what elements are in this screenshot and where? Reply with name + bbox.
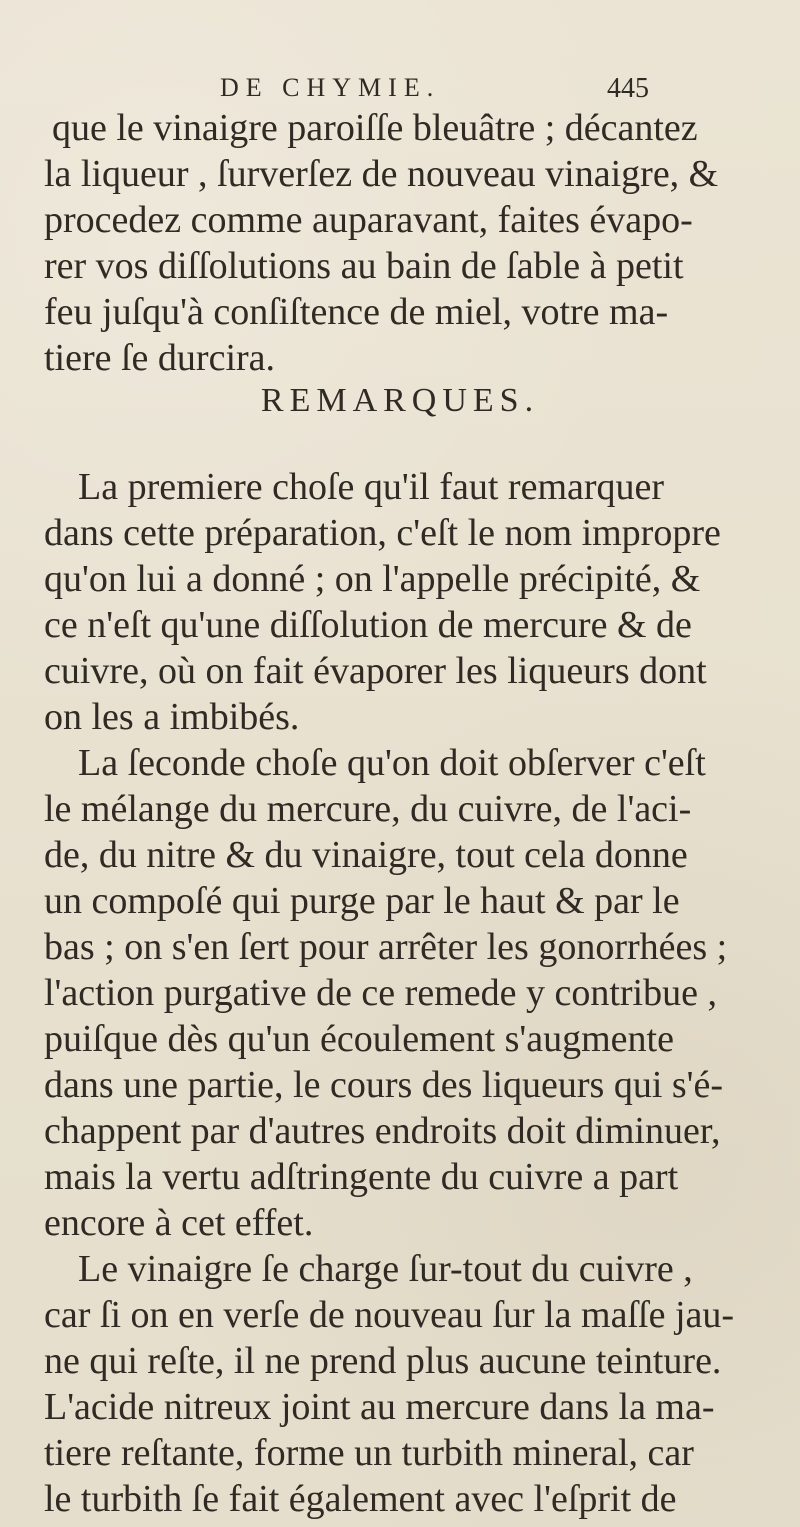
text-line: Le vinaigre ſe charge ſur-tout du cuivre , [78,1248,693,1290]
text-line: La ſeconde choſe qu'on doit obſerver c'eſt [78,742,706,784]
text-line: puiſque dès qu'un écoulement s'augmente [44,1018,674,1060]
text-line: un compoſé qui purge par le haut & par le [44,880,680,922]
text-line: car ſi on en verſe de nouveau ſur la maſſe jau- [44,1294,735,1336]
section-heading: REMARQUES. [260,382,540,419]
text-line: qu'on lui a donné ; on l'appelle précipité, & [44,558,701,600]
text-line: que le vinaigre paroiſſe bleuâtre ; décantez [52,107,698,149]
running-title: DE CHYMIE. [220,73,441,102]
text-line: ne qui reſte, il ne prend plus aucune teinture. [44,1340,722,1382]
text-line: bas ; on s'en ſert pour arrêter les gonorrhées ; [44,926,728,968]
text-line: encore à cet effet. [44,1202,314,1244]
text-line: ce n'eſt qu'une diſſolution de mercure & de [44,604,692,646]
text-line: mais la vertu adſtringente du cuivre a part [44,1156,679,1198]
page-number: 445 [607,73,649,104]
text-line: de, du nitre & du vinaigre, tout cela donne [44,834,688,876]
text-line: L'acide nitreux joint au mercure dans la ma- [44,1386,715,1428]
text-line: feu juſqu'à conſiſtence de miel, votre ma- [44,291,669,333]
text-line: tiere ſe durcira. [44,337,276,379]
text-line: rer vos diſſolutions au bain de ſable à petit [44,245,684,287]
text-line: le turbith ſe fait également avec l'eſprit de [44,1478,677,1520]
text-line: chappent par d'autres endroits doit diminuer, [44,1110,721,1152]
text-line: procedez comme auparavant, faites évapo- [44,199,693,241]
text-line: le mélange du mercure, du cuivre, de l'aci- [44,788,692,830]
text-line: cuivre, où on fait évaporer les liqueurs dont [44,650,707,692]
text-line: dans une partie, le cours des liqueurs qui s'é- [44,1064,724,1106]
text-line: l'action purgative de ce remede y contribue , [44,972,717,1014]
text-line: dans cette préparation, c'eſt le nom impropre [44,512,721,554]
text-line: la liqueur , ſurverſez de nouveau vinaigre, & [44,153,719,195]
text-line: on les a imbibés. [44,696,300,738]
text-line: La premiere choſe qu'il faut remarquer [78,466,665,508]
text-line: tiere reſtante, forme un turbith mineral, car [44,1432,694,1474]
